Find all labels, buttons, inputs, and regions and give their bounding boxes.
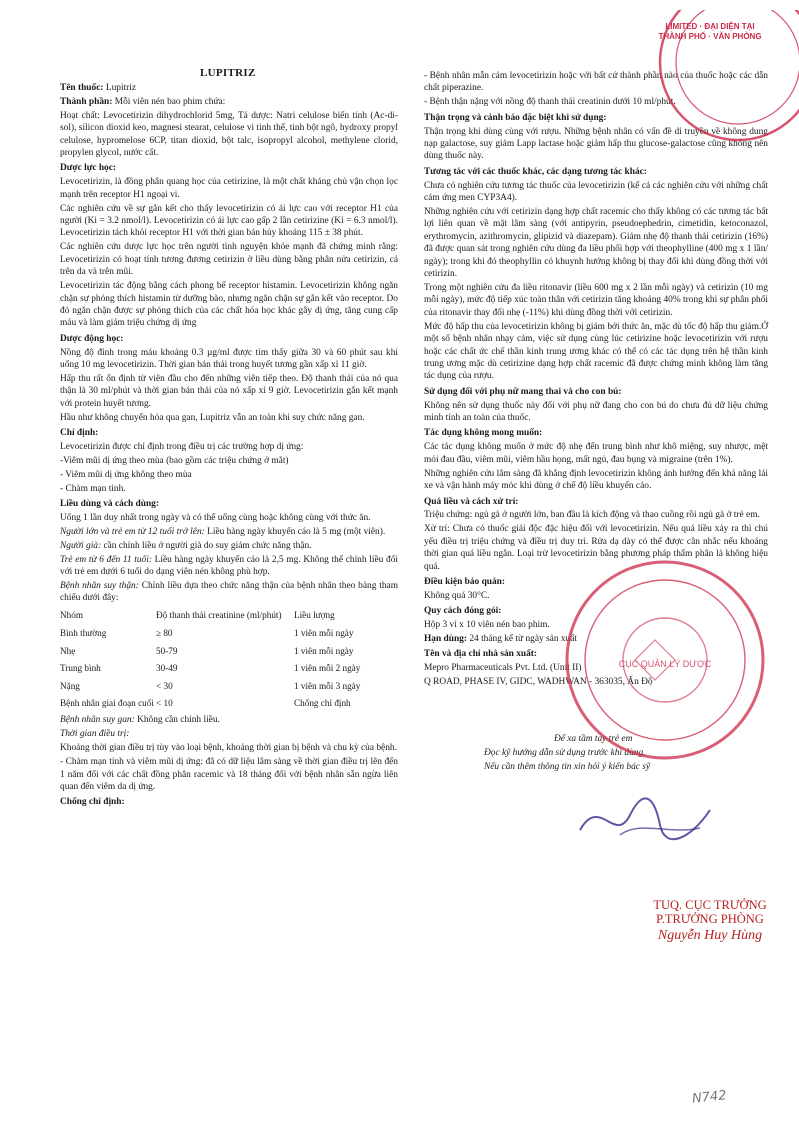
right-paragraph-8: Mức độ hấp thu của levocetirizin không bị giảm bởi thức ăn, mặc dù tốc độ hấp thu giảm.Ở một số bệnh nhân nhạy cảm, việc sử dụng cùng lúc cetirizine hoặc levocetirizin với rượu hoặc các chất ức chế thần kinh trung ương khác có thể có các tác dụng trên hệ thần kinh trung ương mặc dù cetirizine dạng hợp chất racemic đã được chứng minh không làm tăng tác dụng của rượu. [424, 321, 768, 382]
table-row [60, 677, 398, 695]
left-paragraph-13: Levocetirizin được chỉ định trong điều trị các trường hợp dị ứng: [60, 441, 304, 452]
right-paragraph-0: - Bệnh nhân mẫn cảm levocetirizin hoặc với bất cứ thành phần nào của thuốc hoặc các dẫn chất piperazine. [424, 71, 768, 94]
left-label-20: Người già: [60, 540, 102, 551]
right-paragraph-1: - Bệnh thận nặng với nồng độ thanh thải creatinin dưới 10 ml/phút. [424, 97, 676, 108]
official-stamp [560, 555, 770, 765]
left-paragraph-21: Trẻ em từ 6 đến 11 tuổi: Liều hàng ngày khuyến cáo là 2,5 mg. Không thể chỉnh liều đối với trẻ em dưới 6 tuổi do dạng viên nén không phù hợp. [60, 554, 398, 578]
table-cell: 1 viên mỗi 3 ngày [294, 680, 361, 691]
footer-note-2: Đọc kỹ hướng dẫn sử dụng trước khi dùng. [484, 747, 646, 758]
table-cell: Nặng [60, 680, 80, 691]
left-paragraph-12: Chỉ định: [60, 428, 99, 439]
table-cell: Liều lượng [294, 610, 335, 621]
left-paragraph-10: Hấp thu rất ổn định từ viên đầu cho đến những viên tiếp theo. Độ thanh thải của nó qua thận là 30 ml/phút và thời gian bán thải của nó xấp xỉ 9 giờ. Levocetirizin gắn kết mạnh với protein huyết tương. [60, 373, 398, 409]
left-label-1: Thành phần: [60, 96, 113, 107]
table-cell: Bệnh nhân giai đoạn cuối [60, 698, 154, 709]
right-paragraph-18: Không quá 30°C. [424, 590, 490, 601]
right-paragraph-16: Xử trí: Chưa có thuốc giải độc đặc hiệu đối với levocetirizin. Nếu quá liều xảy ra thì chú yếu điều trị triệu chứng và điều trị duy trì. Rửa dạ dày có thể được cân nhắc nếu khoảng thời gian quá liều ngắn. Loại trừ levocetirizin bằng phương pháp thẩm phân là không hiệu quả. [424, 524, 768, 572]
stamp-text: CỤC QUẢN LÝ DƯỢC [618, 659, 712, 669]
table-cell: Trung bình [60, 663, 101, 674]
top-seal-text: LIMITED · ĐẠI DIỆN TẠI THÀNH PHỐ · VĂN PHÒNG [658, 22, 762, 41]
right-paragraph-12: Các tác dụng không muốn ở mức độ nhẹ đến trung bình như khô miệng, suy nhược, mệt mỏi đau đầu, viêm mũi, viêm hầu họng, mất ngủ, đau bụng và migraine (trên 1%). [424, 442, 768, 465]
left-paragraph-2: Hoạt chất: Levocetirizin dihydrochlorid 5mg, Tá dược: Natri celulose biến tính (Ac-di-sol), silicon dioxid keo, magnesi stearat, celulose vi tinh thể, tinh bột ngô, hydroxy propyl celulose, hypromelose 6CP, titan dioxid, bột talc, isopropyl alcohol, methylene clorid, propylen glycol, nước cất. [60, 110, 398, 159]
left-paragraph-7: Levocetirizin tác động bằng cách phong bế receptor histamin. Levocetirizin không ngăn chặn sự phóng thích histamin từ dưỡng bào, nhưng ngăn chặn sự gắn kết vào receptor. Do đó ngăn chặn được sự phóng thích của các chất hóa học khác gây dị ứng, tăng cung cấp máu và làm giảm triệu chứng dị ứng [60, 281, 398, 329]
sign-role-2: P.TRƯỞNG PHÒNG [656, 912, 764, 926]
right-paragraph-19: Quy cách đóng gói: [424, 606, 502, 617]
signature-scribble [560, 790, 730, 850]
left-paragraph-15: - Viêm mũi dị ứng không theo mùa [60, 469, 192, 480]
table-cell: Chống chỉ định [294, 698, 351, 709]
right-paragraph-2: Thận trọng và cảnh báo đặc biệt khi sử dụng: [424, 112, 607, 123]
right-paragraph-3: Thận trọng khi dùng cùng với rượu. Những bệnh nhân có vấn đề di truyền về không dung nạp galactose, suy giảm Lapp lactase hoặc giảm hấp thu glucose-galactose cũng không nên dùng thuốc này. [424, 126, 768, 162]
left-paragraph-18: Uống 1 lần duy nhất trong ngày và có thể uống cùng hoặc không cùng với thức ăn. [60, 513, 371, 523]
signature-block [620, 898, 799, 944]
left-paragraph-3: Dược lực học: [60, 163, 117, 174]
right-paragraph-20: Hộp 3 vỉ x 10 viên nén bao phim. [424, 620, 550, 631]
right-paragraph-9: Sử dụng đối với phụ nữ mang thai và cho con bú: [424, 386, 622, 397]
left-paragraph-16: - Chàm mạn tính. [60, 483, 126, 494]
left-label-22: Bệnh nhân suy thận: [60, 581, 139, 592]
table-row [60, 642, 398, 660]
sign-role-1: TUQ. CỤC TRƯỞNG [653, 898, 767, 912]
table-cell: < 30 [156, 680, 173, 691]
dosage-table [60, 607, 398, 713]
left-section-top [60, 82, 398, 605]
right-paragraph-24: Q ROAD, PHASE IV, GIDC, WADHWAN - 363035, Ấn Độ [424, 677, 653, 688]
signer-name: Nguyễn Huy Hùng [657, 928, 763, 943]
left-paragraph-14: -Viêm mũi dị ứng theo mùa (bao gồm các triệu chứng ở mắt) [60, 455, 289, 466]
right-paragraph-6: Những nghiên cứu với cetirizin dạng hợp chất racemic cho thấy không có các tương tác bất lợi liên quan về mặt lâm sàng (với antipyrin, pseudoephedrin, cimetidin, ketoconazol, erythromycin, azithromycin, glipizid và diazepam). Giảm nhẹ độ thanh thải cetirizin (16%) đã được quan sát trong nghiên cứu dùng đa liều phối hợp với theophylline (400 mg x 1 lần/ ngày); trong khi đó theophyllin có khuynh hướng không bị thay đổi khi dùng đồng thời với cetirizin. [424, 207, 768, 280]
table-cell: Bình thường [60, 628, 107, 639]
table-cell: 1 viên mỗi ngày [294, 628, 354, 639]
table-row [60, 624, 398, 642]
right-paragraph-17: Điều kiện bảo quản: [424, 576, 506, 587]
footer-note-1: Để xa tầm tay trẻ em [554, 733, 633, 744]
left-section-bottom [60, 714, 398, 808]
left-column [60, 82, 398, 810]
left-label-19: Người lớn và trẻ em từ 12 tuổi trở lên: [60, 526, 205, 537]
right-paragraph-11: Tác dụng không mong muốn: [424, 428, 543, 439]
left-paragraph-11: Hầu như không chuyển hóa qua gan, Lupitriz vẫn an toàn khi suy chức năng gan. [60, 412, 365, 423]
right-paragraph-15: Triệu chứng: ngủ gà ở người lớn, ban đầu là kích động và thao cuồng rồi ngủ gà ở trẻ em. [424, 510, 760, 521]
left-paragraph-22: Bệnh nhân suy thận: Chỉnh liều dựa theo chức năng thận của bệnh nhân theo bảng tham chiếu dưới đây: [60, 581, 398, 604]
left-paragraph-0: Tên thuốc: Lupitriz [60, 83, 137, 93]
right-paragraph-7: Trong một nghiên cứu đa liều ritonavir (liều 600 mg x 2 lần mỗi ngày) và cetirizin (10 mg mỗi ngày), mức độ tiếp xúc toàn thân với cetirizin tăng khoảng 40% trong khi sự phân phối của ritonavir thay đổi nhẹ (-11%) khi dùng đồng thời với cetirizin. [424, 283, 768, 318]
left-after-label-0: Bệnh nhân suy gan: [60, 715, 135, 726]
left-paragraph-19: Người lớn và trẻ em từ 12 tuổi trở lên: Liều hàng ngày khuyến cáo là 5 mg (một viên). [60, 526, 386, 537]
table-row [60, 695, 398, 713]
right-paragraph-14: Quá liều và cách xử trí: [424, 496, 519, 507]
table-cell: ≥ 80 [156, 628, 173, 639]
right-paragraph-4: Tương tác với các thuốc khác, các dạng tương tác khác: [424, 166, 647, 177]
right-paragraph-10: Không nên sử dụng thuốc này đối với phụ nữ đang cho con bú do chưa đủ dữ liệu chứng minh tính an toàn của thuốc. [424, 400, 768, 424]
table-cell: 30-49 [156, 663, 178, 674]
table-cell: Nhẹ [60, 645, 76, 656]
right-paragraph-21: Hạn dùng: 24 tháng kể từ ngày sản xuất [424, 634, 578, 645]
left-paragraph-20: Người già: cần chỉnh liều ở người già do suy giảm chức năng thận. [60, 540, 312, 551]
table-row [60, 660, 398, 678]
table-cell: Độ thanh thải creatinine (ml/phút) [156, 610, 282, 621]
right-paragraph-13: Những nghiên cứu lâm sàng đã khẳng định levocetirizin không ảnh hưởng đến khả năng lái xe và vận hành máy móc khi dùng ở chế độ liều khuyến cáo. [424, 468, 768, 492]
right-label-21: Hạn dùng: [424, 634, 467, 645]
left-paragraph-4: Levocetirizin, là đồng phân quang học của cetirizine, là một chất kháng chủ vận chọn lọc mạnh trên receptor H1 ngoại vi. [60, 177, 398, 200]
table-cell: 1 viên mỗi ngày [294, 645, 354, 656]
table-cell: 1 viên mỗi 2 ngày [294, 663, 361, 674]
right-paragraph-22: Tên và địa chỉ nhà sản xuất: [424, 649, 538, 660]
left-after-paragraph-4: Chống chỉ định: [60, 797, 125, 808]
right-paragraph-5: Chưa có nghiên cứu tương tác thuốc của levocetirizin (kể cả các nghiên cứu với những chất cảm ứng men CYP3A4). [424, 180, 768, 204]
left-paragraph-5: Các nghiên cứu về sự gắn kết cho thấy levocetirizin có ái lực cao với receptor H1 của người (Ki = 3.2 nmol/l). Levocetirizin có ái lực cao gấp 2 lần cetirizine (Ki = 6.3 nmol/l). Levocetirizin tách khỏi receptor H1 với thời gian bán hủy khoảng 115 ± 38 phút. [60, 203, 398, 239]
left-paragraph-1: Thành phần: Mỗi viên nén bao phim chứa: [60, 96, 226, 107]
table-cell: < 10 [156, 698, 173, 709]
left-after-paragraph-3: - Chàm mạn tính và viêm mũi dị ứng: đã có dữ liệu lâm sàng về thời gian điều trị lên đến 1 năm đối với các chất đồng phân racemic và 18 tháng đối với bệnh nhân sẵn ngừa liên quan đến viêm da dị ứng. [60, 757, 398, 792]
left-after-paragraph-1: Thời gian điều trị: [60, 729, 130, 740]
left-label-0: Tên thuốc: [60, 83, 104, 93]
table-cell: Nhóm [60, 610, 83, 621]
left-after-paragraph-2: Khoảng thời gian điều trị tùy vào loại bệnh, khoảng thời gian bị bệnh và chu kỳ của bệnh. [60, 743, 397, 754]
table-header-row [60, 607, 398, 625]
left-paragraph-9: Nồng độ đỉnh trong máu khoảng 0.3 µg/ml được tìm thấy giữa 30 và 60 phút sau khi uống 10 mg levocetirizin. Thời gian bán thải trong huyết tương gần xấp xỉ 11 giờ. [60, 347, 398, 371]
handwritten-note: N742 [691, 1088, 728, 1107]
footer-note-3: Nếu cần thêm thông tin xin hỏi ý kiến bác sỹ [484, 761, 651, 772]
right-paragraph-23: Mepro Pharmaceuticals Pvt. Ltd. (Unit II) [424, 663, 582, 674]
table-cell: 50-79 [156, 645, 178, 656]
left-paragraph-8: Dược động học: [60, 333, 124, 344]
left-after-paragraph-0: Bệnh nhân suy gan: Không cần chỉnh liều. [60, 715, 220, 726]
left-paragraph-6: Các nghiên cứu dược lực học trên người tình nguyện khỏe mạnh đã chứng minh rằng: Levocetirizin có hoạt tính tương đương cetirizin ở liều dùng bằng phân nửa cetirizin, cả trên da và trên mũi. [60, 242, 398, 278]
document-title: LUPITRIZ [200, 67, 256, 79]
left-label-21: Trẻ em từ 6 đến 11 tuổi: [60, 554, 152, 565]
left-paragraph-17: Liều dùng và cách dùng: [60, 499, 159, 510]
